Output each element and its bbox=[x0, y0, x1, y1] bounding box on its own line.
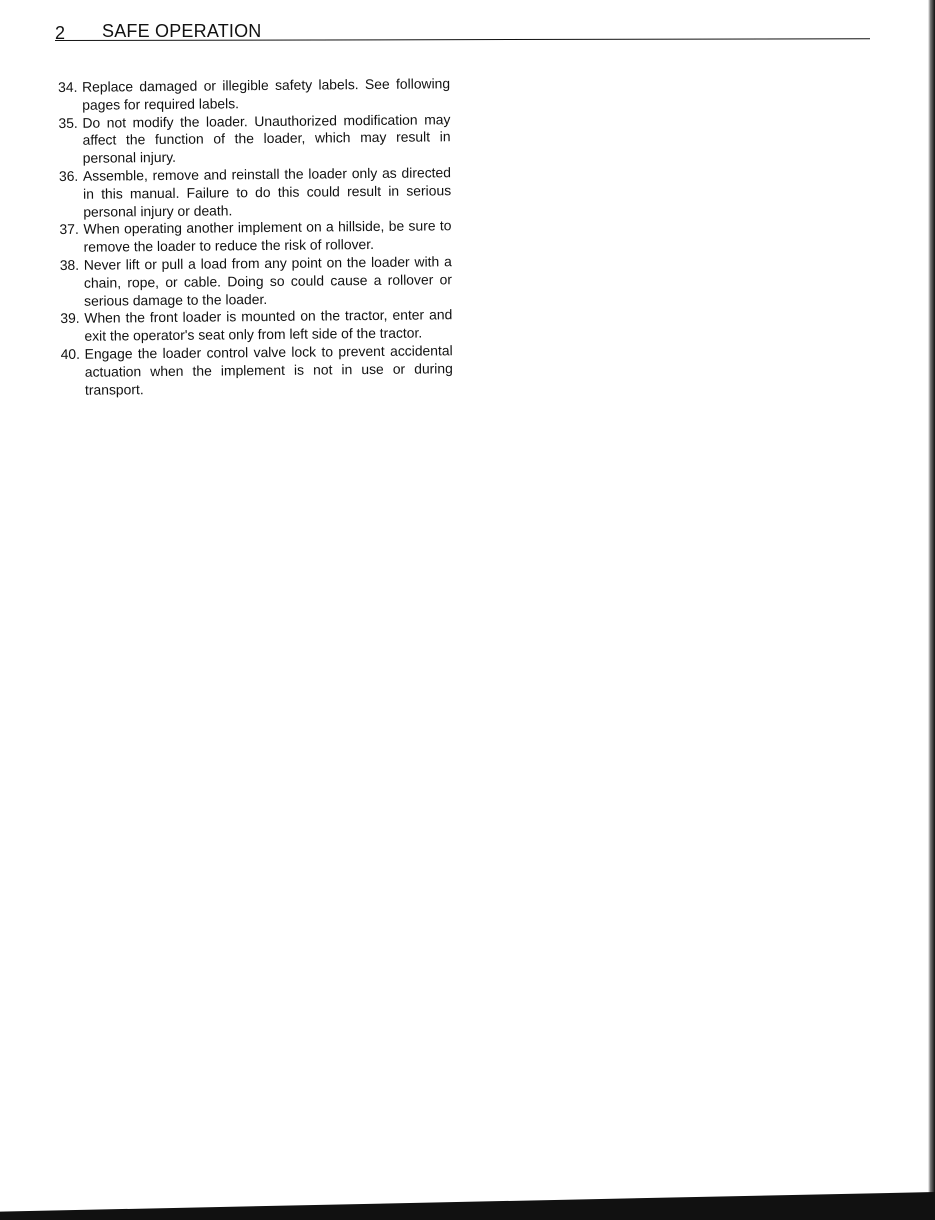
page-number: 2 bbox=[55, 23, 66, 43]
safety-instruction-item bbox=[59, 218, 451, 257]
safety-instruction-item bbox=[60, 253, 452, 310]
item-number: 38. bbox=[59, 256, 80, 273]
safety-instruction-item bbox=[60, 307, 452, 346]
item-text: Engage the loader control valve lock to prevent accidental actuation when the implement is not in use or during transport. bbox=[84, 342, 453, 398]
scan-edge-shadow bbox=[928, 0, 935, 1220]
item-number: 37. bbox=[59, 221, 79, 238]
item-text: When operating another implement on a hillside, be sure to remove the loader to reduce the risk of rollover. bbox=[83, 217, 452, 255]
item-number: 40. bbox=[60, 345, 81, 362]
item-text: Assemble, remove and reinstall the loader only as directed in this manual. Failure to do this could result in serious personal injury or death. bbox=[82, 164, 452, 220]
safety-instruction-item bbox=[59, 164, 451, 221]
item-text: When the front loader is mounted on the tractor, enter and exit the operator's seat only from left side of the tractor. bbox=[84, 306, 453, 344]
item-number: 35. bbox=[58, 114, 78, 131]
item-number: 36. bbox=[58, 167, 79, 184]
item-number: 34. bbox=[58, 78, 78, 95]
item-number: 39. bbox=[60, 310, 80, 327]
item-text: Never lift or pull a load from any point on the loader with a chain, rope, or cable. Doing so could cause a rollover or serious damage to the loader. bbox=[83, 253, 453, 309]
safety-instruction-item bbox=[58, 111, 450, 168]
section-title: SAFE OPERATION bbox=[102, 21, 262, 41]
scan-bottom-band bbox=[0, 1192, 935, 1220]
safety-instruction-item bbox=[61, 342, 453, 399]
safety-instruction-list bbox=[58, 75, 453, 399]
safety-instruction-item bbox=[58, 75, 450, 114]
item-text: Replace damaged or illegible safety labels. See following pages for required labels. bbox=[81, 75, 451, 113]
item-text: Do not modify the loader. Unauthorized modification may affect the function of the loader, which may result in personal injury. bbox=[82, 110, 451, 166]
